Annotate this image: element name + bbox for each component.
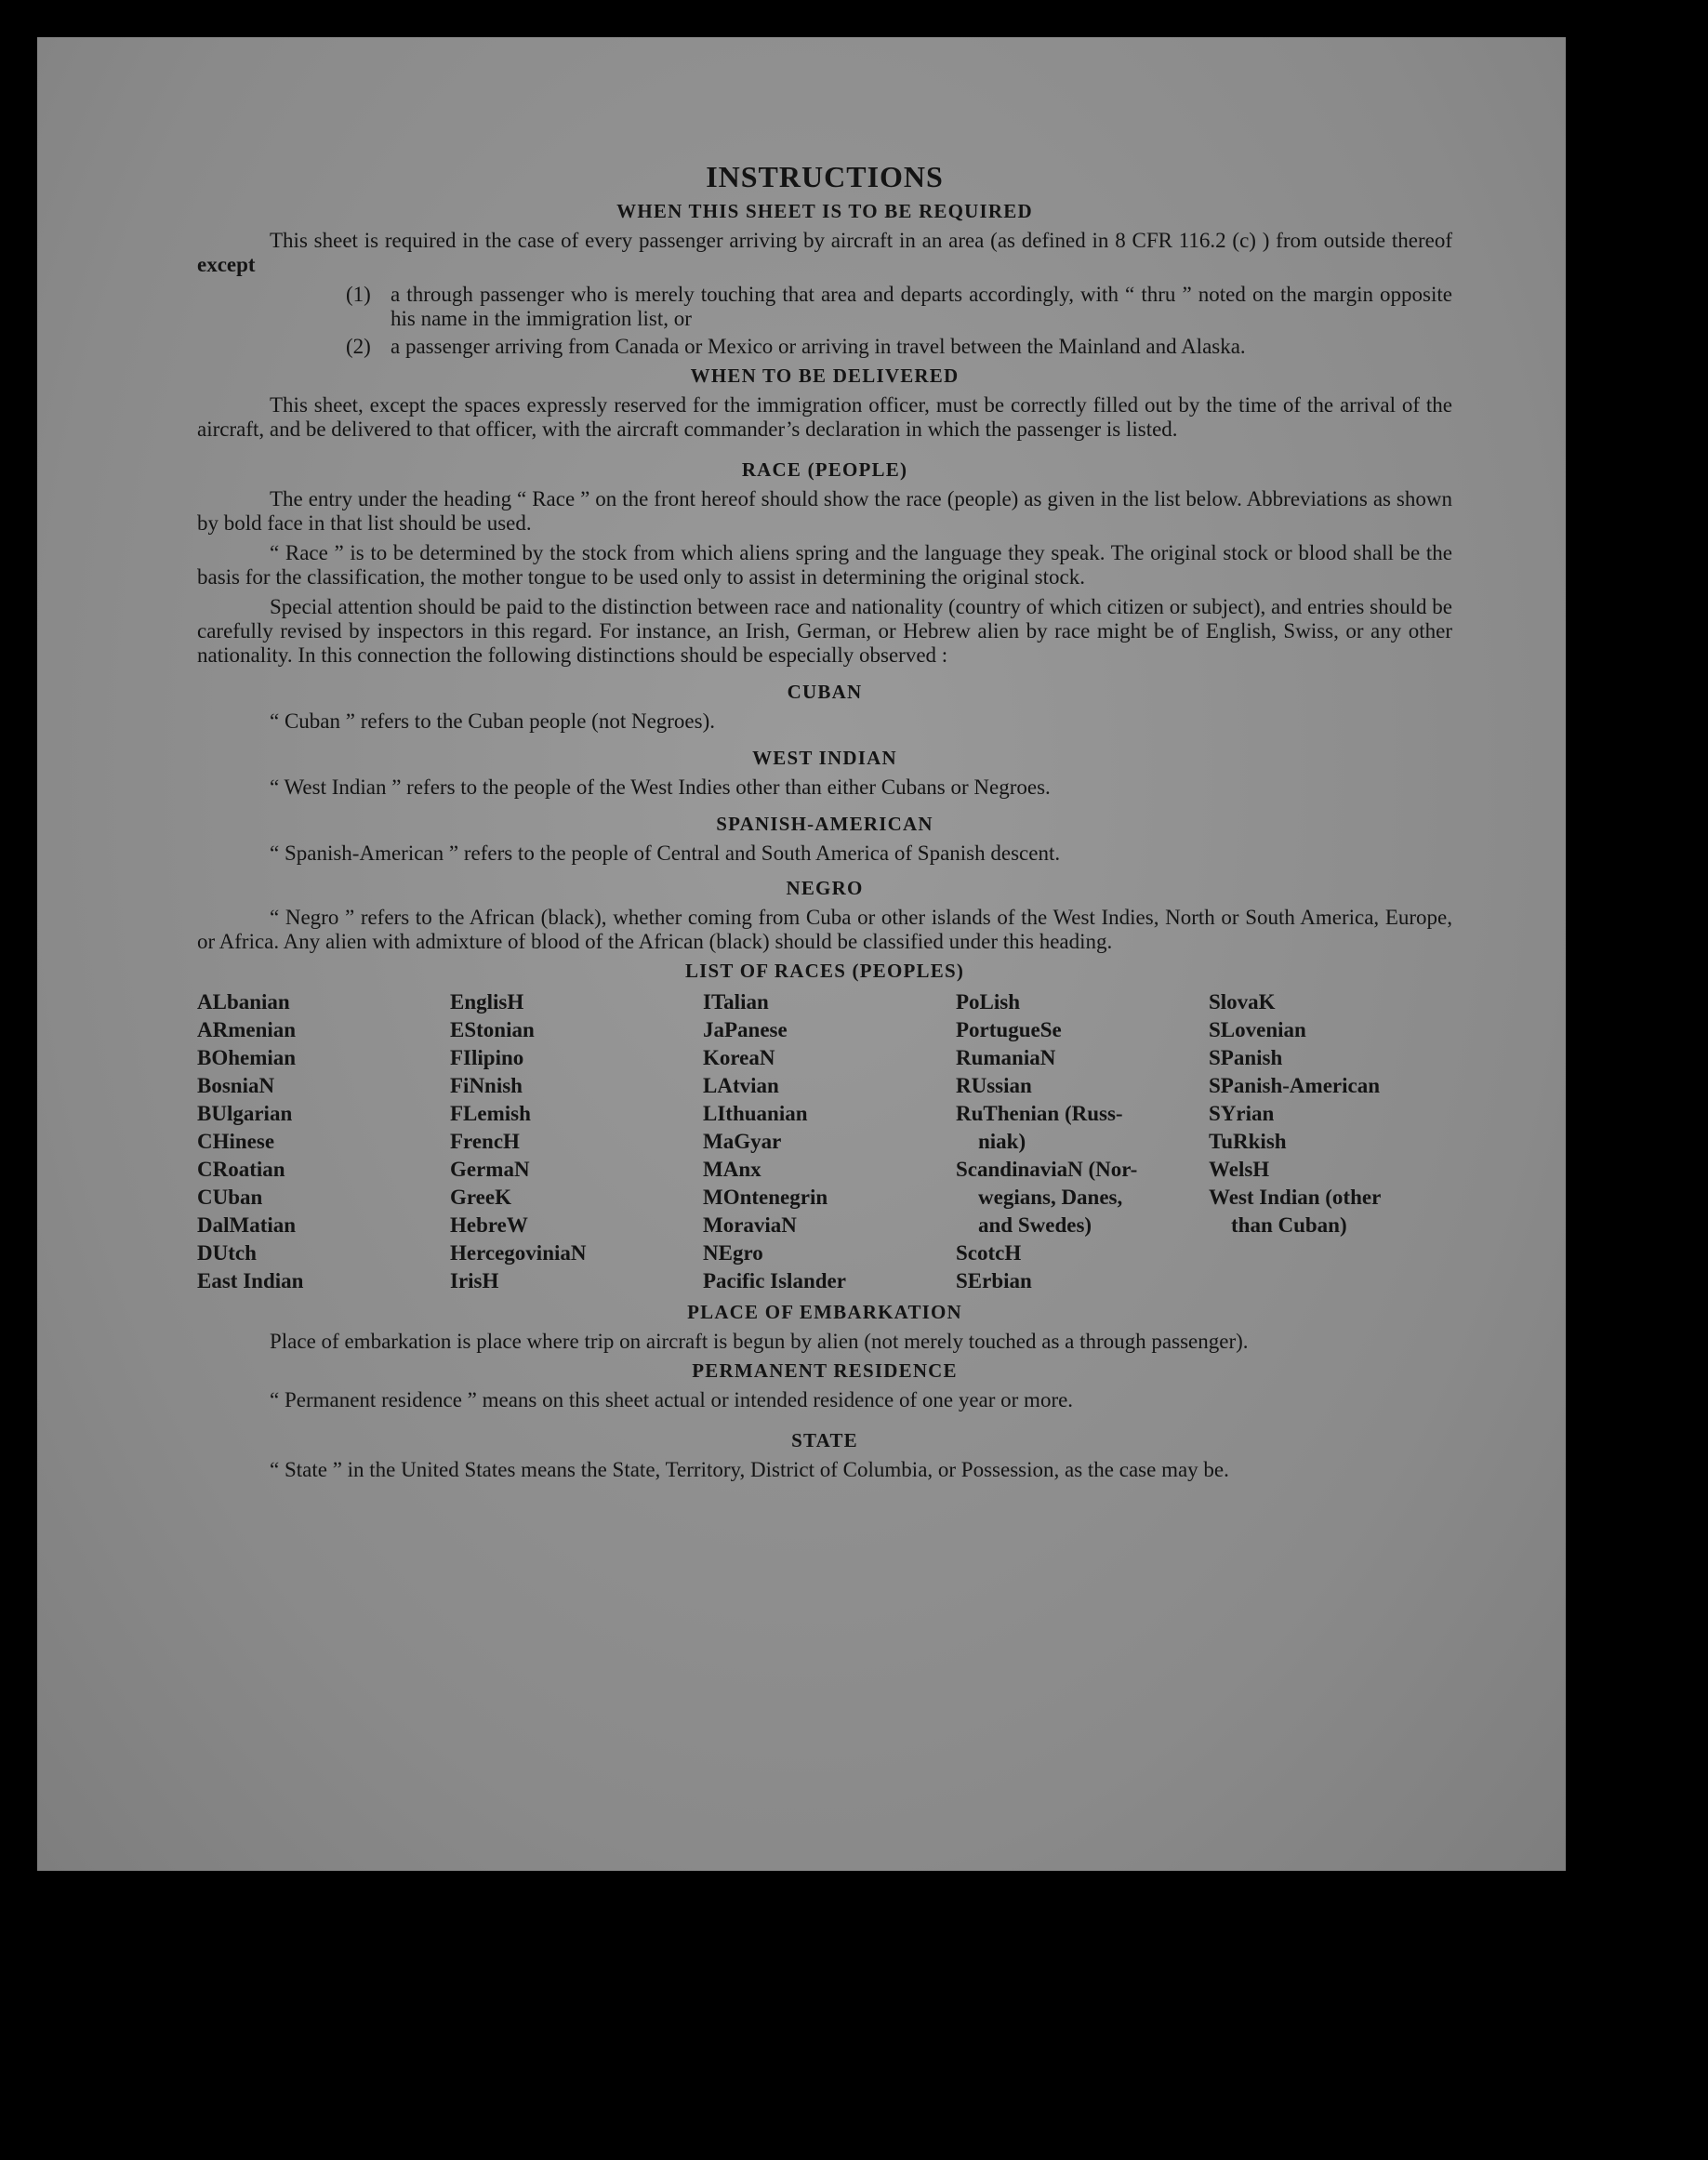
race-entry: SPanish <box>1209 1046 1283 1069</box>
required-intro-text: This sheet is required in the case of every passenger arriving by aircraft in an area (as defined in 8 CFR 116.2 (c) ) from outside thereof <box>270 229 1452 252</box>
race-entry: BUlgarian <box>197 1102 293 1125</box>
races-column-3 <box>703 988 956 1295</box>
exception-number: (1) <box>346 283 371 306</box>
race-entry: HebreW <box>450 1213 528 1237</box>
race-entry: BosniaN <box>197 1074 275 1097</box>
paragraph-delivery: This sheet, except the spaces expressly reserved for the immigration officer, must be correctly filled out by the time of the arrival of the aircraft, and be delivered to that officer, with the aircraft commander’s declaration in which the passenger is listed. <box>197 393 1452 441</box>
race-entry: West Indian (other <box>1209 1186 1382 1209</box>
race-entry: GermaN <box>450 1158 530 1181</box>
exception-text: a through passenger who is merely touching that area and departs accordingly, with “ thru ” noted on the margin opposite his name in the immigration list, or <box>391 283 1452 330</box>
section-heading-negro: NEGRO <box>786 877 864 899</box>
race-entry: MaGyar <box>703 1130 782 1153</box>
race-entry: NEgro <box>703 1241 763 1265</box>
section-heading-west-indian: WEST INDIAN <box>752 747 897 769</box>
section-heading-cuban: CUBAN <box>787 681 863 703</box>
paragraph-race-entry: The entry under the heading “ Race ” on the front hereof should show the race (people) as given in the list below. Abbreviations as shown by bold face in that list should be used. <box>197 487 1452 535</box>
race-entry: wegians, Danes, <box>978 1186 1123 1209</box>
races-column-4 <box>956 988 1209 1295</box>
race-entry: EStonian <box>450 1018 535 1041</box>
paragraph-embarkation: Place of embarkation is place where trip on aircraft is begun by alien (not merely touched as a through passenger). <box>270 1330 1249 1353</box>
exception-item <box>197 283 1452 331</box>
race-entry: LAtvian <box>703 1074 779 1097</box>
page-title: INSTRUCTIONS <box>706 160 944 193</box>
race-entry: KoreaN <box>703 1046 775 1069</box>
section-heading-residence: PERMANENT RESIDENCE <box>692 1359 958 1382</box>
races-column-5 <box>1209 988 1462 1295</box>
section-heading-when-delivered: WHEN TO BE DELIVERED <box>690 364 960 387</box>
race-entry: East Indian <box>197 1269 304 1292</box>
race-entry: MoraviaN <box>703 1213 797 1237</box>
race-entry: PortugueSe <box>956 1018 1062 1041</box>
race-entry: BOhemian <box>197 1046 297 1069</box>
section-heading-races-list: LIST OF RACES (PEOPLES) <box>684 960 965 982</box>
instructions-content <box>197 160 1452 1488</box>
race-entry: FIlipino <box>450 1046 524 1069</box>
race-entry: LIthuanian <box>703 1102 808 1125</box>
race-entry: RumaniaN <box>956 1046 1056 1069</box>
race-entry: SlovaK <box>1209 990 1276 1014</box>
race-entry: ALbanian <box>197 990 290 1014</box>
race-entry: CHinese <box>197 1130 275 1153</box>
paragraph-spanish-american: “ Spanish-American ” refers to the people of Central and South America of Spanish descent. <box>270 841 1061 865</box>
races-table <box>197 988 1452 1295</box>
race-entry: HercegoviniaN <box>450 1241 587 1265</box>
race-entry: GreeK <box>450 1186 511 1209</box>
race-entry: MAnx <box>703 1158 761 1181</box>
race-entry: MOntenegrin <box>703 1186 828 1209</box>
exception-number: (2) <box>346 335 371 358</box>
race-entry: ITalian <box>703 990 769 1014</box>
race-entry: niak) <box>978 1130 1026 1153</box>
race-entry: Pacific Islander <box>703 1269 846 1292</box>
paragraph-race-definition: “ Race ” is to be determined by the stock from which aliens spring and the language they speak. The original stock or blood shall be the basis for the classification, the mother tongue to be used only to assist in determining the original stock. <box>197 541 1452 589</box>
section-heading-state: STATE <box>791 1429 858 1451</box>
race-entry: RuThenian (Russ- <box>956 1102 1123 1125</box>
section-heading-spanish-american: SPANISH-AMERICAN <box>716 813 933 835</box>
race-entry: FLemish <box>450 1102 531 1125</box>
race-entry: EnglisH <box>450 990 524 1014</box>
race-entry: DUtch <box>197 1241 257 1265</box>
paragraph-race-nationality: Special attention should be paid to the distinction between race and nationality (country of which citizen or subject), and entries should be carefully revised by inspectors in this regard. For instance, an Irish, German, or Hebrew alien by race might be of English, Swiss, or any other nationality. In this connection the following distinctions should be especially observed : <box>197 595 1452 667</box>
race-entry: SLovenian <box>1209 1018 1306 1041</box>
race-entry: PoLish <box>956 990 1021 1014</box>
paragraph-residence: “ Permanent residence ” means on this sheet actual or intended residence of one year or more. <box>270 1388 1074 1411</box>
race-entry: WelsH <box>1209 1158 1270 1181</box>
race-entry: ScotcH <box>956 1241 1022 1265</box>
race-entry: FiNnish <box>450 1074 523 1097</box>
race-entry: SYrian <box>1209 1102 1275 1125</box>
race-entry: RUssian <box>956 1074 1032 1097</box>
exceptions-list <box>197 283 1452 359</box>
race-entry: CUban <box>197 1186 263 1209</box>
paragraph-cuban: “ Cuban ” refers to the Cuban people (not Negroes). <box>270 709 716 733</box>
race-entry: SPanish-American <box>1209 1074 1380 1097</box>
race-entry: FrencH <box>450 1130 520 1153</box>
required-intro-emphasis: except <box>197 253 256 276</box>
document-sheet <box>37 37 1566 1871</box>
race-entry: SErbian <box>956 1269 1032 1292</box>
exception-item <box>197 335 1452 359</box>
race-entry: IrisH <box>450 1269 499 1292</box>
section-heading-embarkation: PLACE OF EMBARKATION <box>687 1301 962 1323</box>
paragraph-required-intro <box>197 229 1452 277</box>
race-entry: TuRkish <box>1209 1130 1287 1153</box>
race-entry: ARmenian <box>197 1018 297 1041</box>
races-column-2 <box>450 988 703 1295</box>
section-heading-when-required: WHEN THIS SHEET IS TO BE REQUIRED <box>616 200 1033 222</box>
races-column-1 <box>197 988 450 1295</box>
paragraph-west-indian: “ West Indian ” refers to the people of the West Indies other than either Cubans or Negroes. <box>270 775 1051 799</box>
section-heading-race: RACE (PEOPLE) <box>741 458 908 481</box>
exception-text: a passenger arriving from Canada or Mexico or arriving in travel between the Mainland and Alaska. <box>391 335 1246 358</box>
race-entry: ScandinaviaN (Nor- <box>956 1158 1138 1181</box>
race-entry: JaPanese <box>703 1018 788 1041</box>
race-entry: and Swedes) <box>978 1213 1092 1237</box>
race-entry: than Cuban) <box>1231 1213 1347 1237</box>
race-entry: DalMatian <box>197 1213 297 1237</box>
paragraph-negro: “ Negro ” refers to the African (black), whether coming from Cuba or other islands of the West Indies, North or South America, Europe, or Africa. Any alien with admixture of blood of the African (black) should be classified under this heading. <box>197 906 1452 953</box>
paragraph-state: “ State ” in the United States means the State, Territory, District of Columbia, or Possession, as the case may be. <box>270 1458 1229 1481</box>
race-entry: CRoatian <box>197 1158 285 1181</box>
